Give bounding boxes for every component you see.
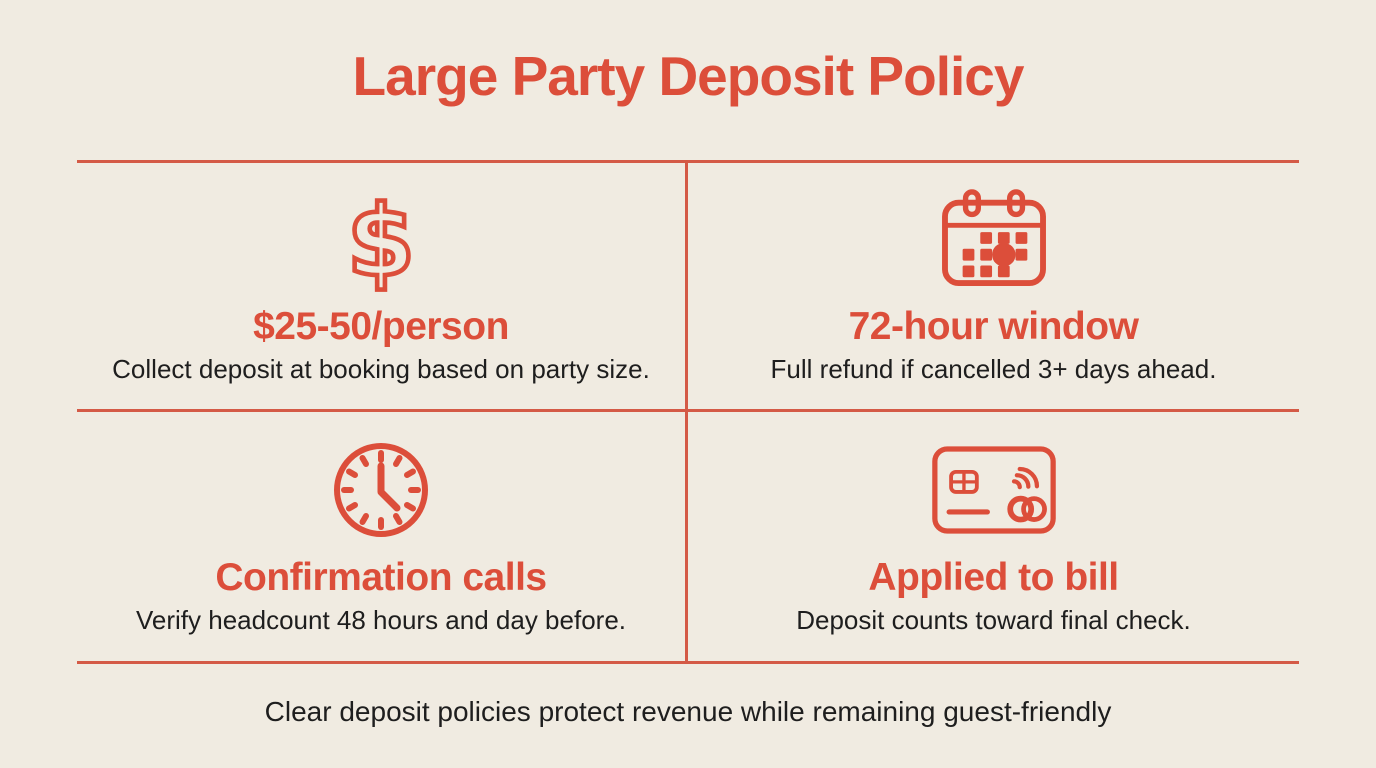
footer-tagline: Clear deposit policies protect revenue while remaining guest-friendly [264, 695, 1112, 727]
quadrant-description: Verify headcount 48 hours and day before. [135, 604, 626, 635]
quadrant-heading: Confirmation calls [215, 555, 547, 599]
quadrant-description: Full refund if cancelled 3+ days ahead. [770, 354, 1217, 385]
quadrant-deposit-amount [77, 163, 688, 412]
svg-text:$: $ [346, 186, 416, 293]
icon-box [344, 185, 418, 293]
quadrant-heading: 72-hour window [848, 305, 1139, 349]
policy-grid [77, 160, 1299, 664]
quadrant-description: Deposit counts toward final check. [796, 604, 1191, 635]
page-title: Large Party Deposit Policy [352, 45, 1024, 107]
quadrant-applied-to-bill [688, 412, 1299, 661]
calendar-icon [939, 189, 1049, 289]
clock-icon [331, 440, 431, 540]
quadrant-description: Collect deposit at booking based on party size. [112, 354, 650, 385]
icon-box [939, 185, 1049, 293]
quadrant-confirmation-calls [77, 412, 688, 661]
quadrant-heading: $25-50/person [253, 305, 509, 349]
quadrant-refund-window [688, 163, 1299, 412]
quadrant-heading: Applied to bill [868, 555, 1119, 599]
icon-box [331, 436, 431, 544]
dollar-sign-icon [344, 186, 418, 292]
credit-card-icon [932, 446, 1056, 534]
icon-box [932, 436, 1056, 544]
